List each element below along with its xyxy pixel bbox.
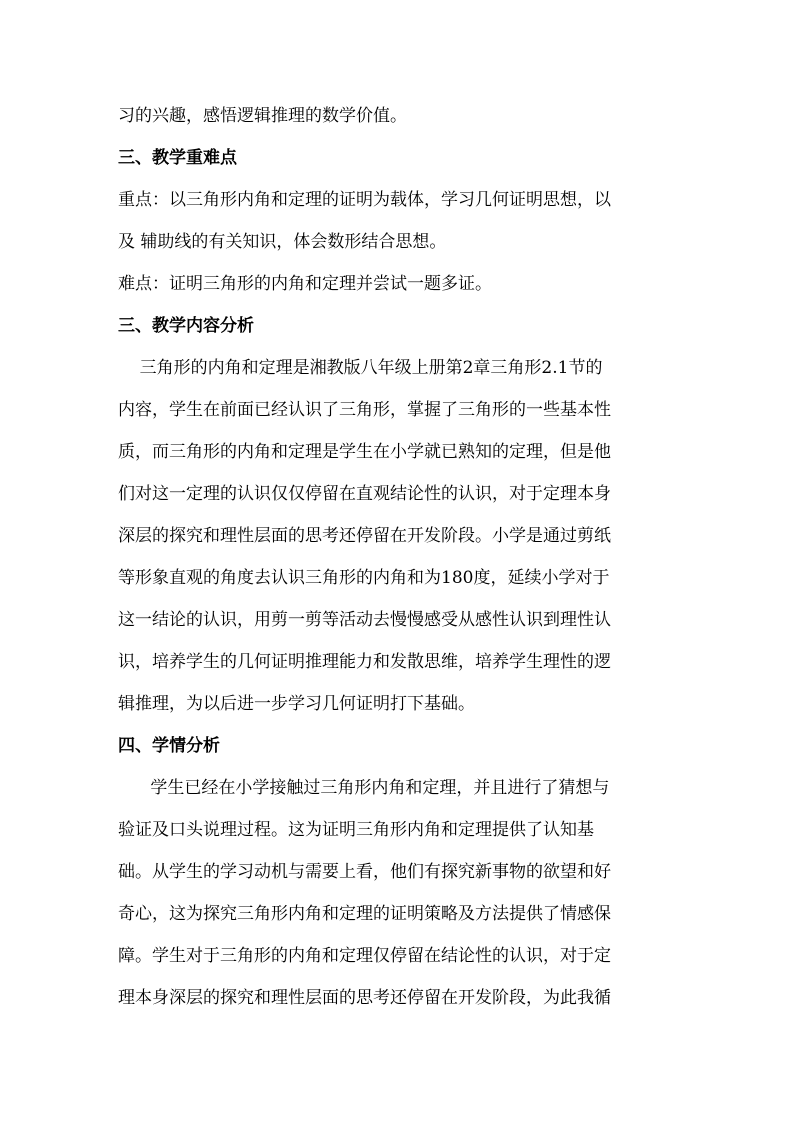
body-text-line: 内容，学生在前面已经认识了三角形，掌握了三角形的一些基本性: [118, 400, 611, 420]
body-text-line: 三角形的内角和定理是湘教版八年级上册第2章三角形2.1节的: [118, 358, 603, 378]
body-text-line: 习的兴趣，感悟逻辑推理的数学价值。: [118, 106, 407, 126]
body-text-line: 理本身深层的探究和理性层面的思考还停留在开发阶段，为此我循: [118, 988, 611, 1008]
body-text-line: 质，而三角形的内角和定理是学生在小学就已熟知的定理，但是他: [118, 442, 611, 462]
section-heading: 四、学情分析: [118, 736, 220, 756]
body-text-line: 及 辅助线的有关知识，体会数形结合思想。: [118, 232, 447, 252]
body-text-line: 难点：证明三角形的内角和定理并尝试一题多证。: [118, 274, 492, 294]
body-text-line: 础。从学生的学习动机与需要上看，他们有探究新事物的欲望和好: [118, 862, 611, 882]
body-text-line: 这一结论的认识，用剪一剪等活动去慢慢感受从感性认识到理性认: [118, 610, 611, 630]
body-text-line: 辑推理，为以后进一步学习几何证明打下基础。: [118, 694, 475, 714]
body-text-line: 学生已经在小学接触过三角形内角和定理，并且进行了猜想与: [118, 778, 610, 798]
section-heading: 三、教学内容分析: [118, 316, 254, 336]
body-text-line: 识，培养学生的几何证明推理能力和发散思维，培养学生理性的逻: [118, 652, 611, 672]
body-text-line: 们对这一定理的认识仅仅停留在直观结论性的认识，对于定理本身: [118, 484, 611, 504]
body-text-line: 重点：以三角形内角和定理的证明为载体，学习几何证明思想，以: [118, 190, 611, 210]
body-text-line: 障。学生对于三角形的内角和定理仅停留在结论性的认识，对于定: [118, 946, 611, 966]
section-heading: 三、教学重难点: [118, 148, 237, 168]
body-text-line: 验证及口头说理过程。这为证明三角形内角和定理提供了认知基: [118, 820, 594, 840]
body-text-line: 深层的探究和理性层面的思考还停留在开发阶段。小学是通过剪纸: [118, 526, 611, 546]
body-text-line: 等形象直观的角度去认识三角形的内角和为180度，延续小学对于: [118, 568, 610, 588]
body-text-line: 奇心，这为探究三角形内角和定理的证明策略及方法提供了情感保: [118, 904, 611, 924]
